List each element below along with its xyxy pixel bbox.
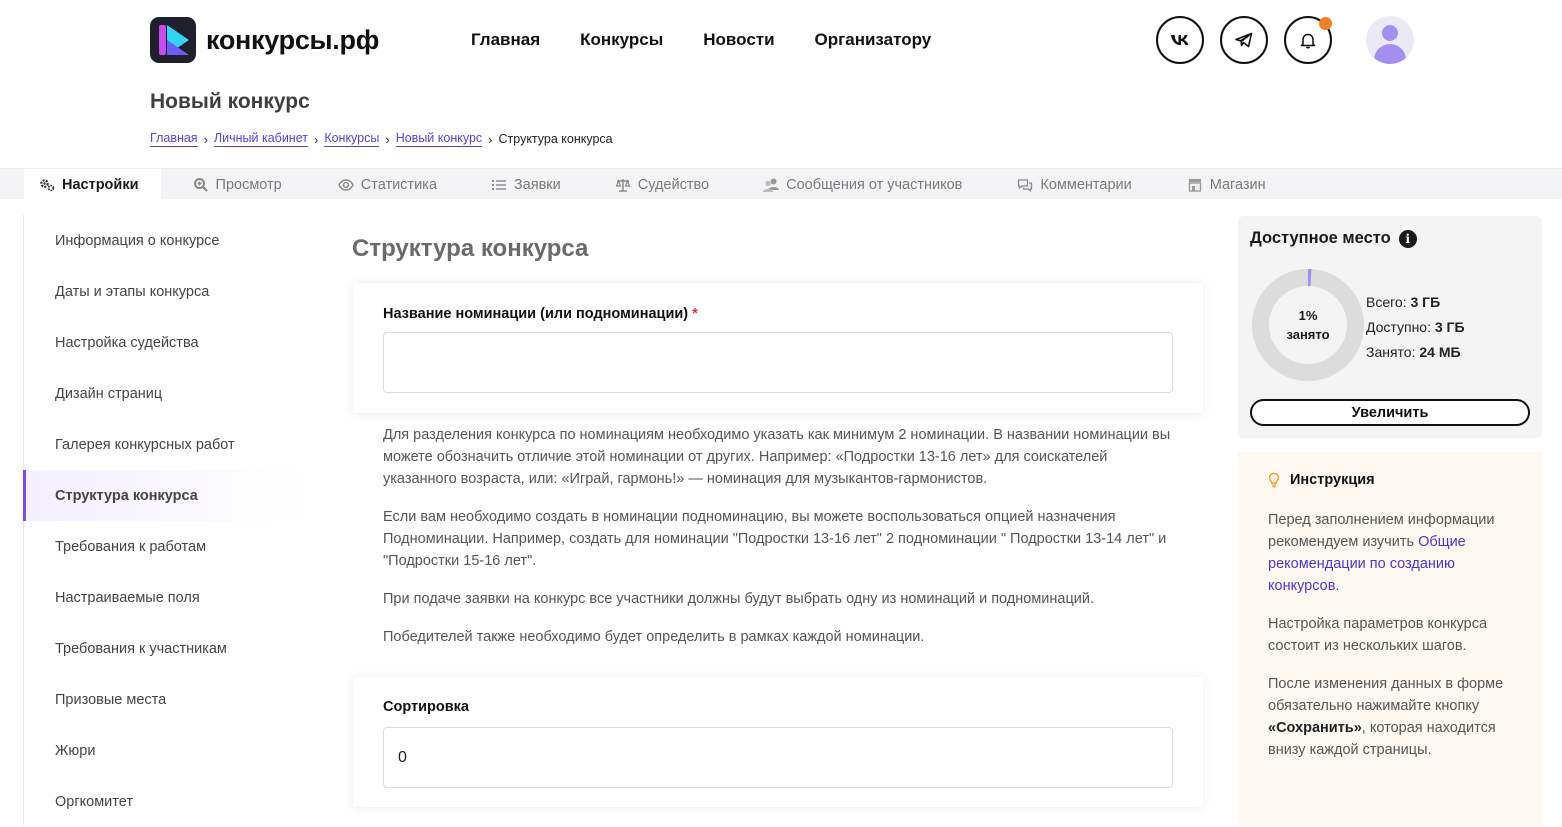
list-icon bbox=[491, 177, 507, 193]
eye-icon bbox=[338, 177, 354, 193]
tab-label: Судейство bbox=[637, 176, 710, 193]
sidebar-item-custom-fields[interactable]: Настраиваемые поля bbox=[55, 589, 200, 606]
sidebar-item-work-requirements[interactable]: Требования к работам bbox=[55, 538, 207, 555]
stat-total: Всего: 3 ГБ bbox=[1366, 294, 1441, 310]
description-paragraph: При подаче заявки на конкурс все участники должны будут выбрать одну из номинаций и подноминаций. bbox=[383, 591, 1095, 607]
tab-applications[interactable] bbox=[475, 169, 577, 200]
tab-preview[interactable] bbox=[177, 169, 298, 200]
sidebar-item-prizes[interactable]: Призовые места bbox=[55, 691, 167, 708]
telegram-button[interactable] bbox=[1220, 16, 1268, 64]
tab-label: Статистика bbox=[360, 176, 437, 193]
tab-label: Сообщения от участников bbox=[786, 176, 963, 193]
tab-settings[interactable] bbox=[24, 169, 161, 200]
sidebar-item-jury[interactable]: Жюри bbox=[55, 742, 96, 759]
storage-panel bbox=[1238, 216, 1542, 438]
notification-dot bbox=[1319, 17, 1332, 30]
info-icon[interactable]: i bbox=[1399, 230, 1417, 248]
increase-button[interactable]: Увеличить bbox=[1250, 399, 1530, 426]
logo-text: конкурсы.рф bbox=[206, 24, 380, 55]
breadcrumb bbox=[150, 131, 613, 147]
sidebar-item-gallery[interactable]: Галерея конкурсных работ bbox=[55, 436, 235, 453]
instruction-panel bbox=[1238, 452, 1542, 825]
storage-title: Доступное место i bbox=[1250, 229, 1417, 248]
breadcrumb-current: Структура конкурса bbox=[498, 132, 613, 146]
tab-messages[interactable] bbox=[747, 169, 978, 200]
breadcrumb-main[interactable]: Главная bbox=[150, 131, 198, 145]
sidebar-item-dates[interactable]: Даты и этапы конкурса bbox=[55, 283, 210, 300]
tab-label: Настройки bbox=[62, 176, 139, 193]
lightbulb-icon bbox=[1268, 472, 1280, 488]
nomination-input[interactable] bbox=[383, 332, 1173, 393]
zoom-icon bbox=[193, 177, 209, 193]
header bbox=[0, 0, 1562, 80]
vk-icon bbox=[1170, 33, 1190, 47]
logo[interactable] bbox=[150, 17, 379, 63]
breadcrumb-cabinet[interactable]: Личный кабинет bbox=[213, 131, 308, 145]
chevron-right-icon: › bbox=[313, 131, 319, 147]
section-title: Структура конкурса bbox=[352, 235, 589, 262]
nav-organizer[interactable]: Организатору bbox=[814, 30, 932, 49]
sidebar bbox=[23, 215, 308, 827]
bell-icon bbox=[1300, 32, 1316, 49]
notifications-button[interactable] bbox=[1284, 16, 1332, 64]
nav-main[interactable]: Главная bbox=[471, 30, 541, 49]
stat-used: Занято: 24 МБ bbox=[1366, 344, 1461, 360]
sidebar-item-info[interactable]: Информация о конкурсе bbox=[55, 232, 220, 249]
description-paragraph: Если вам необходимо создать в номинации подноминацию, вы можете воспользоваться опцией назначения Подноминации. Например, создать для номинации "Подростки 13-16 лет" 2 подноминации " Подростки 13-14 лет" и "Подростки 15-16 лет". bbox=[383, 509, 1167, 569]
avatar[interactable] bbox=[1366, 16, 1414, 64]
structure-description bbox=[383, 424, 1183, 664]
nomination-card bbox=[353, 283, 1203, 413]
sort-card bbox=[353, 677, 1203, 807]
description-paragraph: Для разделения конкурса по номинациям необходимо указать как минимум 2 номинации. В названии номинации вы можете обозначить отличие этой номинации от других. Например: «Подростки 13-16 лет» для соискателей указанного возраста, или: «Играй, гармонь!» — номинация для музыкантов-гармонистов. bbox=[383, 427, 1171, 487]
sidebar-item-design[interactable]: Дизайн страниц bbox=[55, 385, 163, 402]
tab-comments[interactable] bbox=[1001, 169, 1147, 200]
tab-label: Просмотр bbox=[215, 176, 282, 193]
telegram-icon bbox=[1235, 32, 1253, 48]
page-title: Новый конкурс bbox=[150, 90, 310, 113]
tabs-bar bbox=[0, 168, 1562, 199]
tab-label: Комментарии bbox=[1040, 176, 1132, 193]
main-nav bbox=[471, 30, 931, 50]
logo-mark-icon bbox=[150, 17, 196, 63]
tab-label: Заявки bbox=[513, 176, 561, 193]
users-icon bbox=[763, 177, 779, 193]
instruction-paragraph-1: Перед заполнением информации рекомендуем изучить Общие рекомендации по созданию конкурсов. bbox=[1268, 512, 1495, 594]
breadcrumb-contests[interactable]: Конкурсы bbox=[324, 131, 380, 145]
vk-button[interactable] bbox=[1156, 16, 1204, 64]
tab-judging[interactable] bbox=[599, 169, 725, 200]
comments-icon bbox=[1017, 177, 1033, 193]
sidebar-item-structure[interactable]: Структура конкурса bbox=[23, 470, 308, 521]
sort-input[interactable] bbox=[383, 727, 1173, 788]
instruction-body bbox=[1268, 509, 1523, 777]
nav-contests[interactable]: Конкурсы bbox=[580, 30, 664, 49]
stat-available: Доступно: 3 ГБ bbox=[1366, 319, 1465, 335]
storage-stats bbox=[1366, 290, 1465, 365]
sidebar-item-committee[interactable]: Оргкомитет bbox=[55, 793, 133, 810]
donut-label bbox=[1250, 306, 1366, 344]
instruction-paragraph-2: Настройка параметров конкурса состоит из нескольких шагов. bbox=[1268, 616, 1488, 654]
store-icon bbox=[1187, 177, 1203, 193]
tab-label: Магазин bbox=[1209, 176, 1266, 193]
sort-label: Сортировка bbox=[383, 699, 469, 715]
nav-news[interactable]: Новости bbox=[703, 30, 775, 49]
sidebar-item-judging-settings[interactable]: Настройка судейства bbox=[55, 334, 199, 351]
donut-percent: 1% bbox=[1298, 308, 1318, 323]
chevron-right-icon: › bbox=[488, 131, 493, 147]
scales-icon bbox=[615, 177, 631, 193]
required-mark: * bbox=[692, 306, 698, 322]
tab-store[interactable] bbox=[1171, 169, 1282, 200]
recommendations-link[interactable]: Общие рекомендации по созданию конкурсов. bbox=[1268, 534, 1466, 594]
gears-icon bbox=[39, 177, 55, 193]
sidebar-item-participant-requirements[interactable]: Требования к участникам bbox=[55, 640, 227, 657]
nomination-label: Название номинации (или подноминации) * bbox=[383, 306, 698, 322]
instruction-title: Инструкция bbox=[1268, 472, 1375, 488]
chevron-right-icon: › bbox=[385, 131, 390, 147]
breadcrumb-new-contest[interactable]: Новый конкурс bbox=[395, 131, 483, 145]
donut-word: занято bbox=[1286, 327, 1330, 342]
instruction-paragraph-3: После изменения данных в форме обязательно нажимайте кнопку «Сохранить», которая находится внизу каждой страницы. bbox=[1268, 676, 1504, 758]
chevron-right-icon: › bbox=[203, 131, 208, 147]
description-paragraph: Победителей также необходимо будет определить в рамках каждой номинации. bbox=[383, 629, 925, 645]
header-actions bbox=[1156, 16, 1414, 64]
tab-statistics[interactable] bbox=[322, 169, 453, 200]
